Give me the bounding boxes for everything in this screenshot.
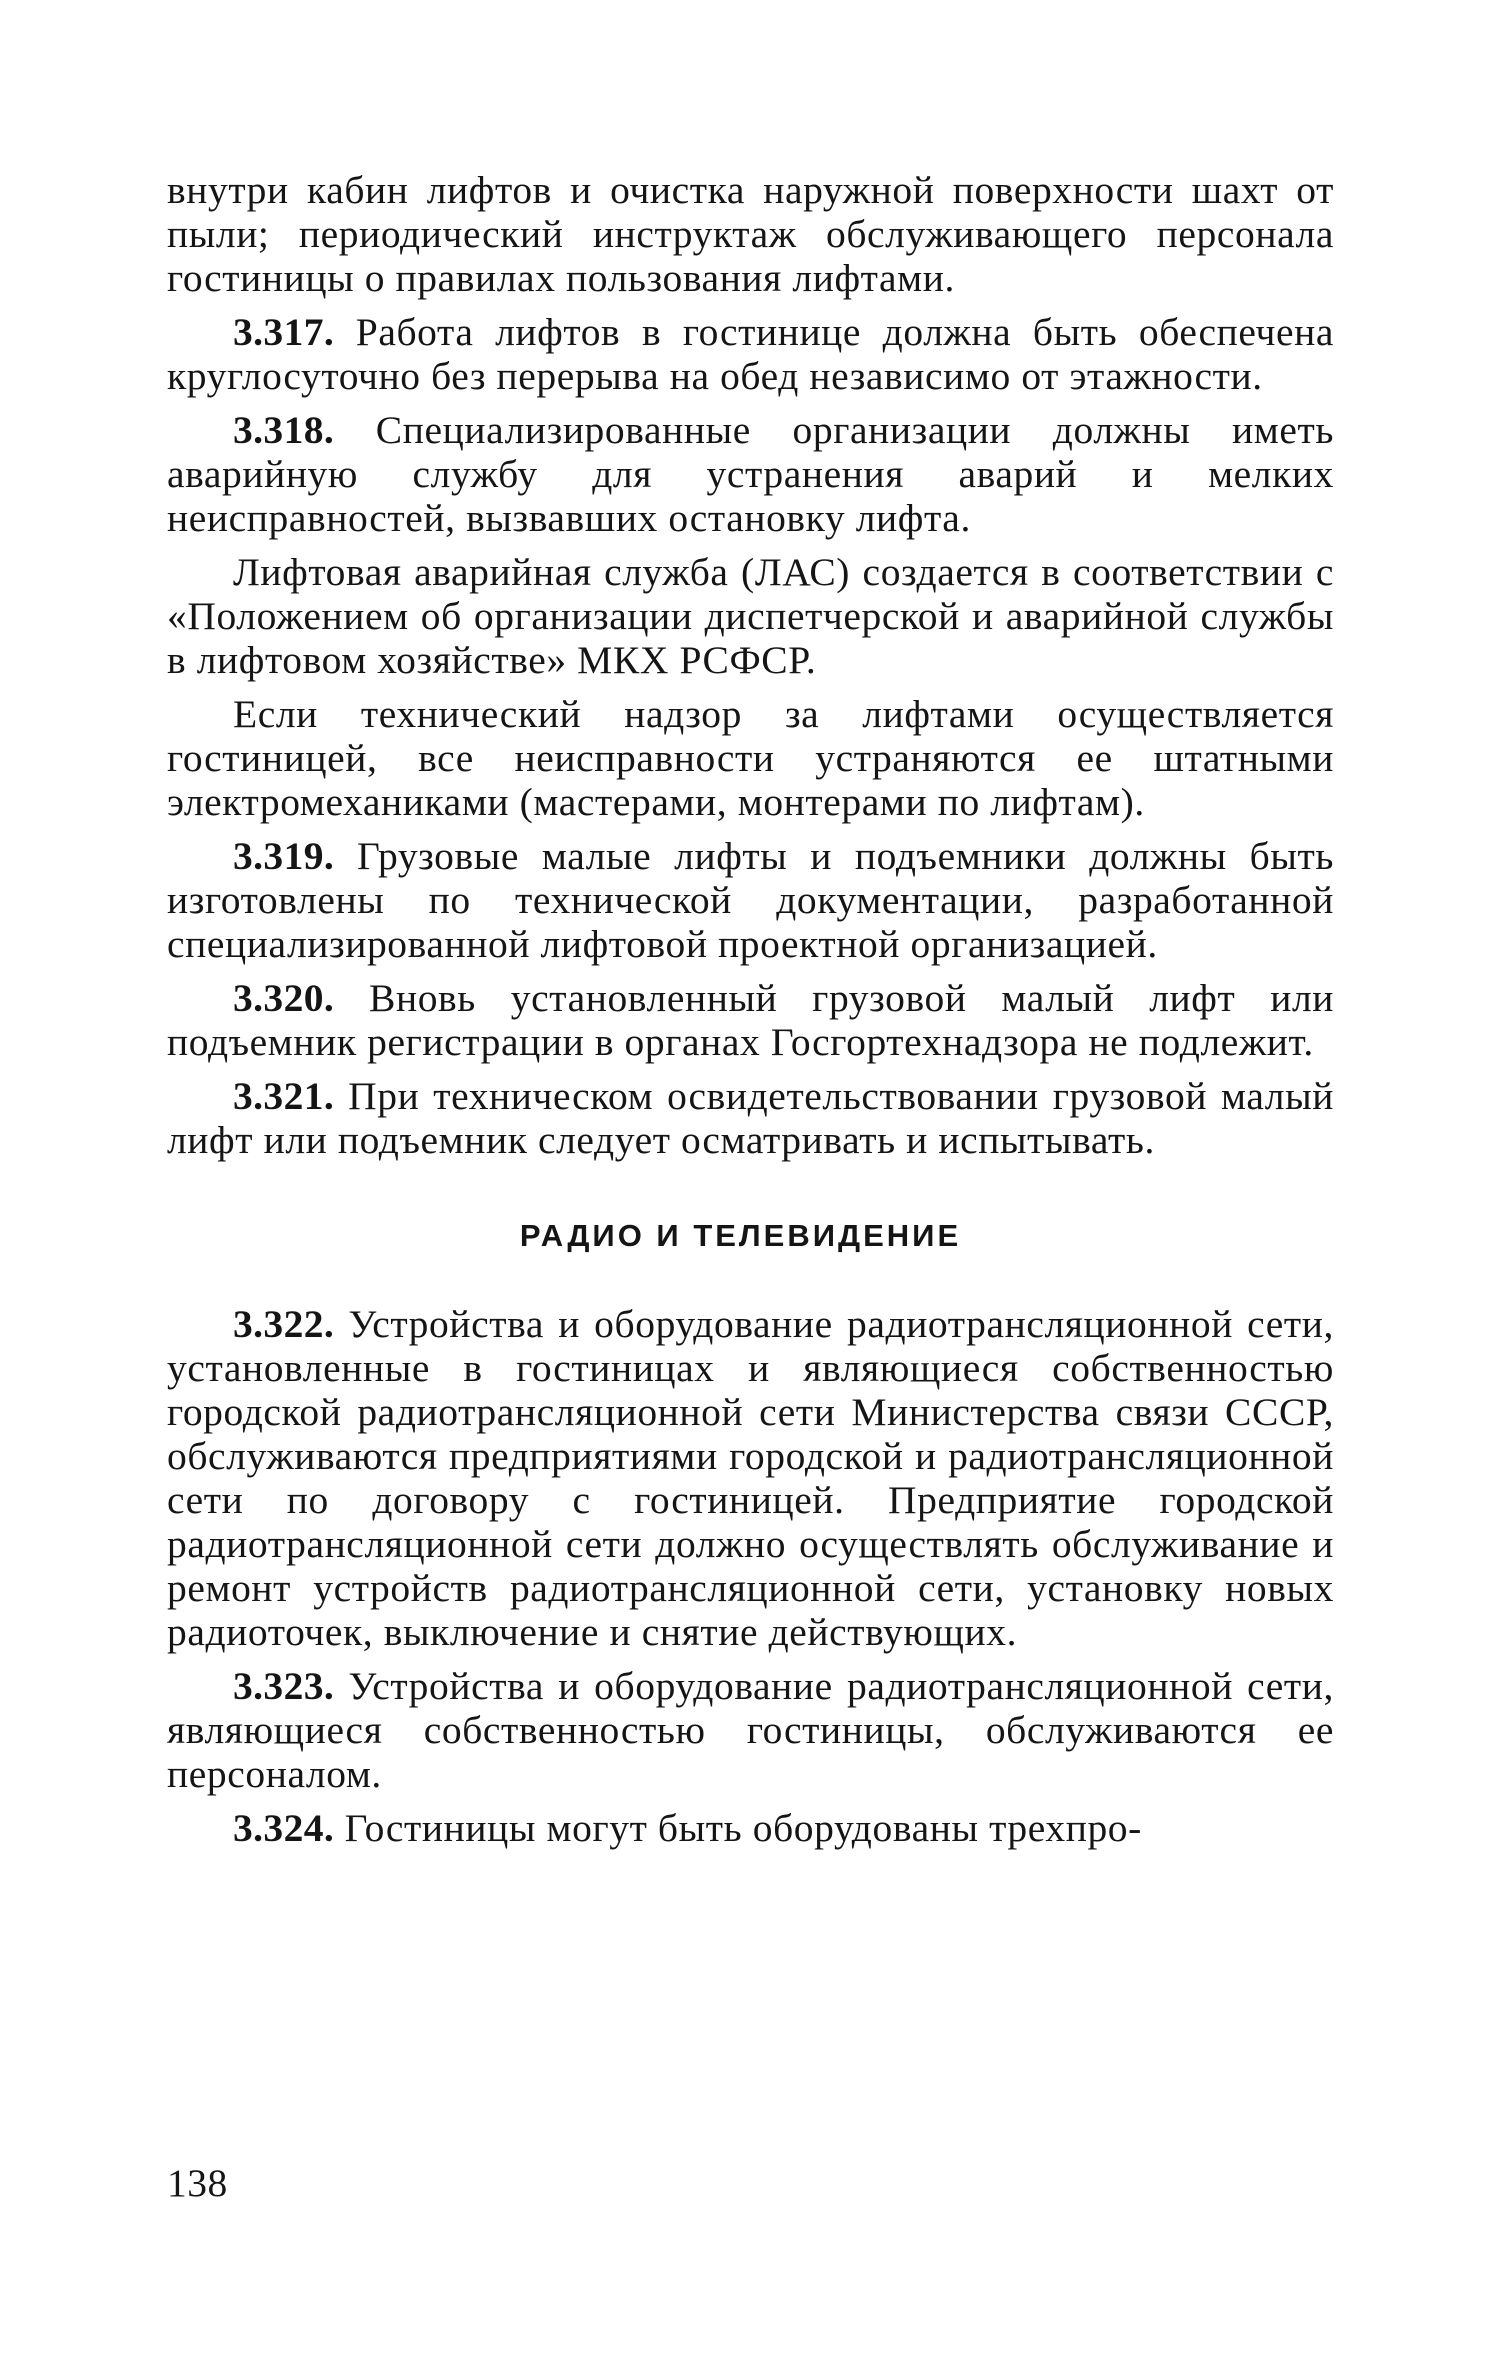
paragraph-3-319 — [167, 834, 1334, 966]
paragraph-text: Специализированные организации должны иметь аварийную службу для устранения аварий и мелких неисправностей, вызвавших остановку лифта. — [167, 408, 1334, 540]
section-radio-tv — [167, 1302, 1334, 1850]
page-content — [167, 168, 1334, 1860]
paragraph-3-322 — [167, 1302, 1334, 1654]
paragraph-number: 3.317. — [233, 310, 335, 354]
paragraph-text: Лифтовая аварийная служба (ЛАС) создается в соответствии с «Положением об организации диспетчерской и аварийной службы в лифтовом хозяйстве» МКХ РСФСР. — [167, 550, 1334, 682]
page-number: 138 — [167, 2161, 228, 2205]
paragraph-text: Вновь установленный грузовой малый лифт или подъемник регистрации в органах Госгортехнадзора не подлежит. — [167, 976, 1334, 1064]
paragraph-3-318 — [167, 408, 1334, 540]
paragraph-text: Устройства и оборудование радиотрансляционной сети, являющиеся собственностью гостиницы, обслуживаются ее персоналом. — [167, 1664, 1334, 1796]
paragraph-number: 3.324. — [233, 1806, 335, 1850]
paragraph-continuation — [167, 168, 1334, 300]
paragraph-text: Устройства и оборудование радиотрансляционной сети, установленные в гостиницах и являющиеся собственностью городской радиотрансляционной сети Министерства связи СССР, обслуживаются предприятиями городской и радиотрансляционной сети по договору с гостиницей. Предприятие городской радиотрансляционной сети должно осуществлять обслуживание и ремонт устройств радиотрансляционной сети, установку новых радиоточек, выключение и снятие действующих. — [167, 1302, 1334, 1654]
section-lifts — [167, 168, 1334, 1162]
paragraph-3-324 — [167, 1806, 1334, 1850]
paragraph-3-321 — [167, 1074, 1334, 1162]
paragraph-text: Гостиницы могут быть оборудованы трехпро- — [334, 1806, 1142, 1850]
paragraph-technical-supervision — [167, 692, 1334, 824]
paragraph-number: 3.319. — [233, 834, 335, 878]
paragraph-text: Работа лифтов в гостинице должна быть обеспечена круглосуточно без перерыва на обед независимо от этажности. — [167, 310, 1334, 398]
paragraph-number: 3.323. — [233, 1664, 335, 1708]
paragraph-number: 3.322. — [233, 1302, 335, 1346]
paragraph-text: внутри кабин лифтов и очистка наружной поверхности шахт от пыли; периодический инструктаж обслуживающего персонала гостиницы о правилах пользования лифтами. — [167, 168, 1334, 300]
paragraph-3-323 — [167, 1664, 1334, 1796]
paragraph-text: Грузовые малые лифты и подъемники должны быть изготовлены по технической документации, разработанной специализированной лифтовой проектной организацией. — [167, 834, 1334, 966]
paragraph-text: При техническом освидетельствовании грузовой малый лифт или подъемник следует осматривать и испытывать. — [167, 1074, 1334, 1162]
paragraph-3-320 — [167, 976, 1334, 1064]
paragraph-number: 3.318. — [233, 408, 335, 452]
paragraph-number: 3.321. — [233, 1074, 335, 1118]
paragraph-text: Если технический надзор за лифтами осуществляется гостиницей, все неисправности устраняются ее штатными электромеханиками (мастерами, монтерами по лифтам). — [167, 692, 1334, 824]
section-heading: РАДИО И ТЕЛЕВИДЕНИЕ — [519, 1218, 962, 1253]
paragraph-3-317 — [167, 310, 1334, 398]
paragraph-las — [167, 550, 1334, 682]
paragraph-number: 3.320. — [233, 976, 335, 1020]
